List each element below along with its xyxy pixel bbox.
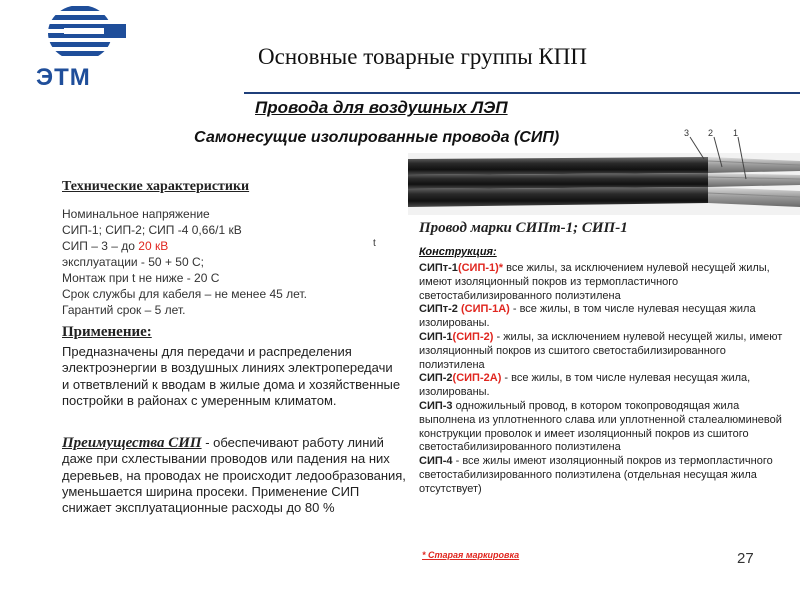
temperature-mark: t — [373, 238, 376, 249]
list-item — [419, 262, 791, 303]
construction-list — [419, 262, 791, 497]
brand-code: СИП-1 — [419, 330, 453, 343]
globe-stripes-logo-icon — [40, 4, 126, 62]
tech-heading: Технические характеристики — [62, 179, 250, 194]
item-text: - все жилы, в том числе нулевая несущая жила, изолированы. — [419, 372, 751, 399]
item-text: - жилы, за исключением нулевой несущей жилы, имеют изоляционный покров из сшитого светостабилизированного полиэтилена — [419, 330, 783, 371]
list-item — [419, 455, 791, 496]
advantages-block — [62, 435, 406, 516]
list-item — [419, 303, 791, 331]
advantages-heading: Преимущества СИП — [62, 435, 202, 451]
logo-text: ЭТМ — [36, 64, 91, 91]
tech-line: СИП-1; СИП-2; СИП -4 0,66/1 кВ — [62, 223, 242, 237]
item-text: - все жилы, в том числе нулевая несущая жила изолированы. — [419, 303, 756, 330]
brand-code: СИП-4 — [419, 455, 453, 468]
item-text: все жилы, за исключением нулевой несущей жилы, имеют изоляционный покров из термопластичного светостабилизированного полиэтилена — [419, 262, 770, 302]
cable-photo-icon — [408, 127, 800, 215]
cable-label-2: 2 — [708, 128, 714, 138]
tech-line: эксплуатации - 50 + 50 С; — [62, 255, 204, 269]
item-text: одножильный провод, в котором токопроводящая жила выполнена из уплотненного слава или уплотненной сталеалюминевой конструкции проволок и имеет изоляционный покров из сшитого светостабилизированного полиэтилена — [419, 399, 782, 454]
old-code: (СИП-2) — [452, 330, 494, 343]
sip-subtitle: Самонесущие изолированные провода (СИП) — [194, 129, 560, 146]
old-code: (СИП-2А) — [452, 372, 502, 385]
footnote: * Старая маркировка — [422, 550, 520, 560]
title-divider — [244, 92, 800, 94]
brand-code: СИПт-2 — [419, 303, 458, 316]
item-text: - все жилы имеют изоляционный покров из термопластичного светостабилизированного полиэтилена (отдельная несущая жила отсутствует) — [419, 455, 773, 495]
construction-heading: Конструкция: — [419, 246, 497, 258]
section-title: Провода для воздушных ЛЭП — [255, 98, 508, 117]
cable-label-3: 3 — [684, 128, 690, 138]
brand-heading: Провод марки СИПт-1; СИП-1 — [419, 220, 628, 236]
list-item — [419, 372, 791, 400]
etm-logo — [32, 4, 128, 91]
advantages-text: - обеспечивают работу линий даже при схлестывании проводов или падения на них деревьев, на проводах не происходит ледообразования, уменьшается ширина просеки. Применение СИП снижает эксплуатационные расходы до 80 % — [62, 435, 406, 516]
tech-line: Номинальное напряжение — [62, 207, 210, 221]
page-number: 27 — [737, 550, 754, 567]
brand-code: СИП-3 — [419, 399, 453, 412]
list-item — [419, 331, 791, 372]
tech-line: Гарантий срок – 5 лет. — [62, 303, 186, 317]
brand-code: СИП-2 — [419, 372, 453, 385]
tech-line: Срок службы для кабеля – не менее 45 лет. — [62, 287, 307, 301]
voltage-value: 20 кВ — [138, 239, 169, 253]
tech-line-text: СИП – 3 – до — [62, 239, 139, 253]
tech-specs — [62, 206, 307, 318]
application-text: Предназначены для передачи и распределения электроэнергии в воздушных линиях электропередачи и ответвлений к вводам в жилые дома и хозяйственные постройки в районах с умеренным климатом. — [62, 344, 401, 408]
application-heading: Применение: — [62, 324, 152, 340]
list-item — [419, 400, 791, 455]
cable-label-1: 1 — [733, 128, 739, 138]
old-code: (СИП-1)* — [457, 262, 504, 274]
tech-line — [62, 238, 307, 254]
brand-code: СИПт-1 — [419, 262, 458, 274]
page-title: Основные товарные группы КПП — [258, 44, 587, 69]
old-code: (СИП-1А) — [457, 303, 510, 316]
tech-line: Монтаж при t не ниже - 20 С — [62, 271, 220, 285]
